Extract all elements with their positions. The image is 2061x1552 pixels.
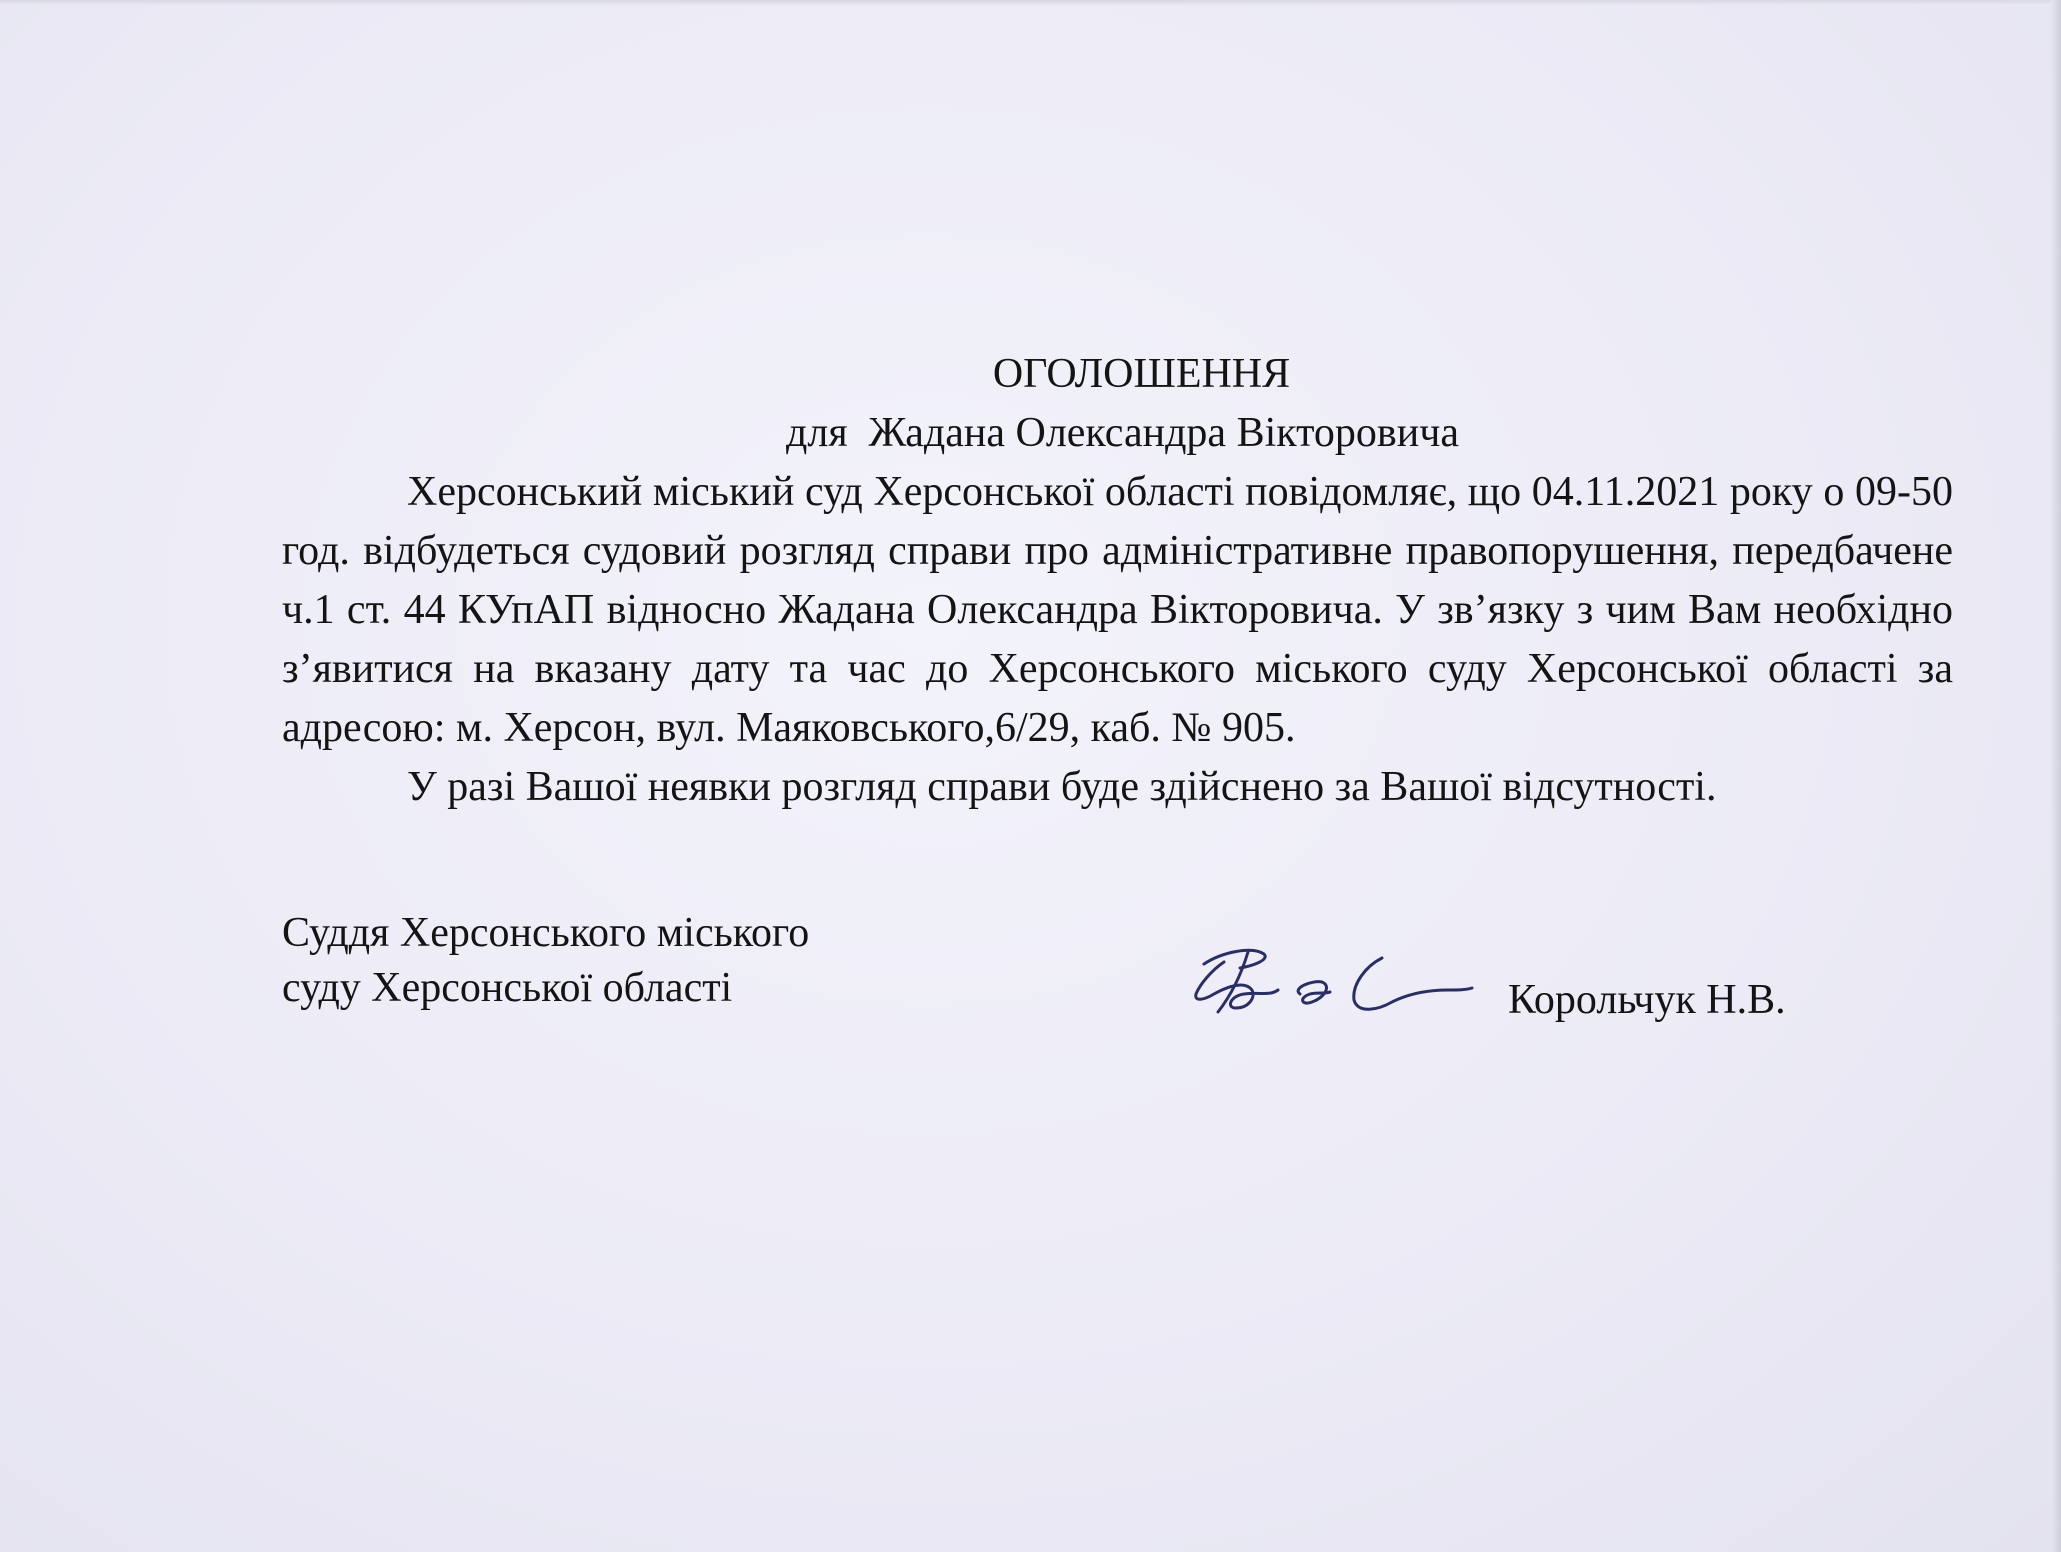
announcement-paragraph-absence: У разі Вашої неявки розгляд справи буде здійснено за Вашої відсутності. — [407, 764, 1717, 810]
judge-position-line-2: суду Херсонської області — [282, 965, 733, 1011]
announcement-addressee: для Жадана Олександра Вікторовича — [786, 410, 1459, 456]
judge-position — [282, 906, 809, 1016]
paper-top-edge — [0, 0, 2061, 6]
paper-right-edge — [2051, 0, 2061, 1552]
signature-block — [282, 906, 1953, 1046]
handwritten-signature — [1152, 932, 1482, 1042]
announcement-title: ОГОЛОШЕННЯ — [992, 351, 1291, 397]
judge-name: Корольчук Н.В. — [1508, 977, 1786, 1023]
announcement-paragraph-main: Херсонський міський суд Херсонської області повідомляє, що 04.11.2021 року о 09-50 год. відбудеться судовий розгляд справи про адміністративне правопорушення, передбачене ч.1 ст. 44 КУпАП відносно Жадана Олександра Вікторовича. У зв’язку з чим Вам необхідно з’явитися на вказану дату та час до Херсонського міського суду Херсонської області за адресою: м. Херсон, вул. Маяковського,6/29, каб. № 905. — [282, 469, 1953, 751]
announcement-body — [282, 345, 1953, 817]
judge-position-line-1: Суддя Херсонського міського — [282, 910, 810, 956]
